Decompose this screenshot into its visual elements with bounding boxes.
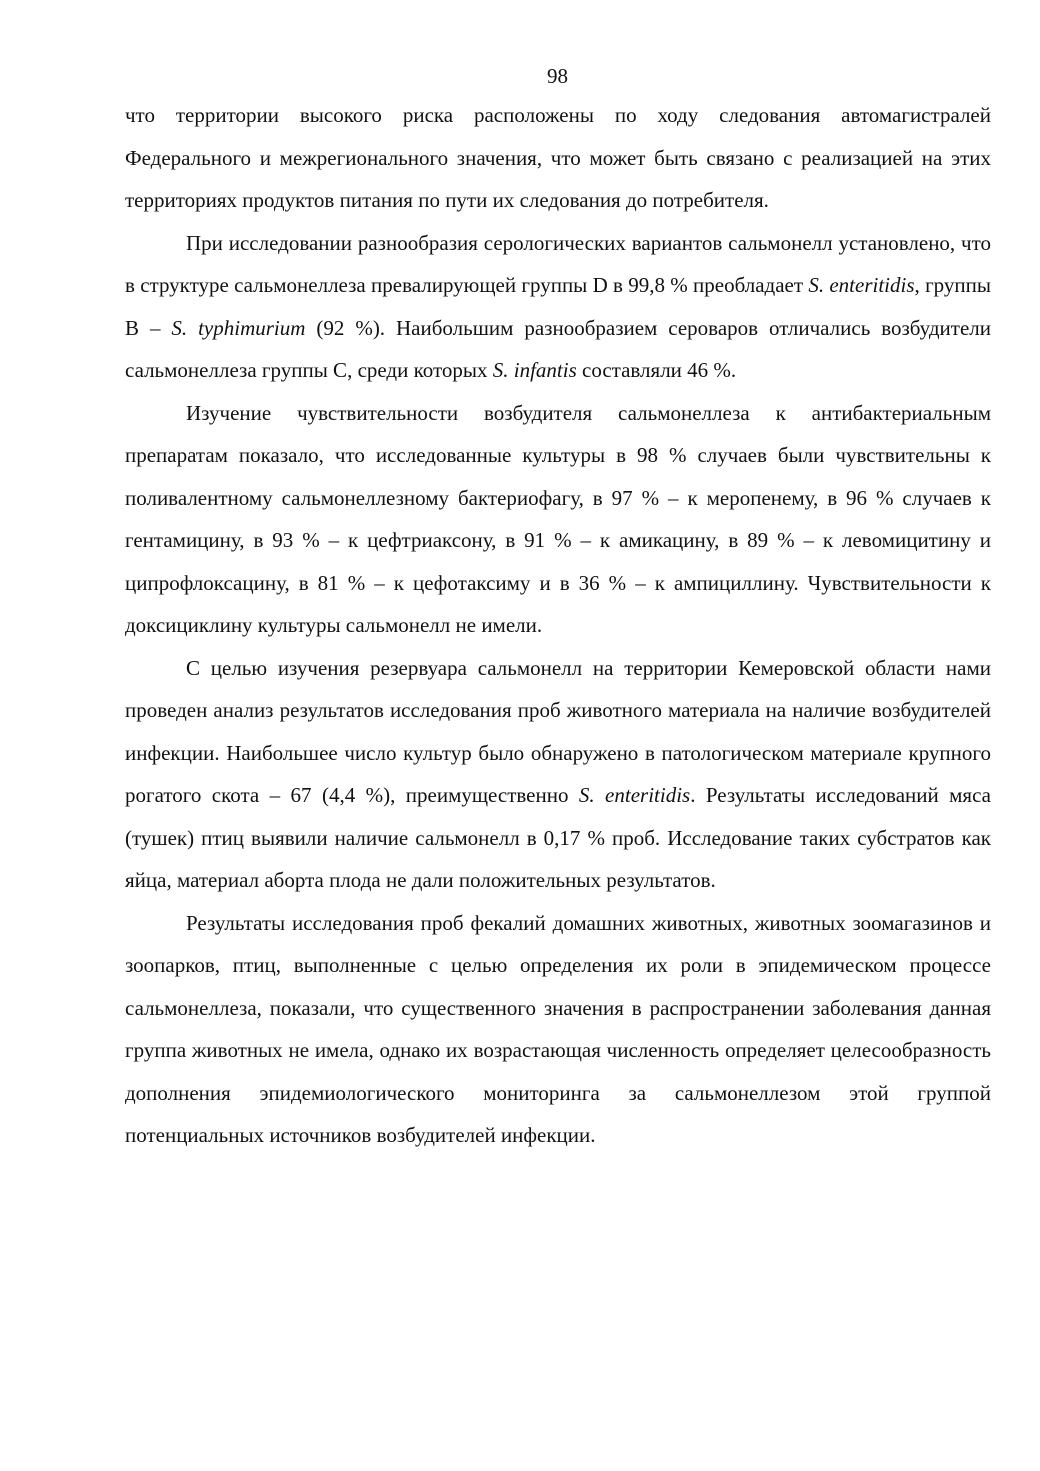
paragraph-text: что территории высокого риска расположены по ходу следования автомагистралей Федерального и межрегионального значения, что может быть связано с реализацией на этих территориях продуктов питания по пути их следования до потребителя.	[125, 103, 991, 212]
paragraph-1	[125, 94, 991, 222]
paragraph-3	[125, 392, 991, 647]
species-name: S. typhimurium	[171, 315, 306, 340]
paragraph-text: Изучение чувствительности возбудителя сальмонеллеза к антибактериальным препаратам показало, что исследованные культуры в 98 % случаев были чувствительны к поливалентному сальмонеллезному бактериофагу, в 97 % – к меропенему, в 96 % случаев к гентамицину, в 93 % – к цефтриаксону, в 91 % – к амикацину, в 89 % – к левомицитину и ципрофлоксацину, в 81 % – к цефотаксиму и в 36 % – к ампициллину. Чувствительности к доксициклину культуры сальмонелл не имели.	[125, 400, 991, 637]
species-name: S. infantis	[492, 358, 577, 382]
paragraph-2	[125, 222, 991, 392]
species-name: S. enteritidis	[808, 273, 915, 297]
paragraph-text: При исследовании разнообразия серологических вариантов сальмонелл установлено, что в структуре сальмонеллеза превалирующей группы D в 99,8 % преобладает	[125, 230, 991, 297]
paragraph-text: , группы В –	[125, 273, 991, 340]
paragraph-4	[125, 647, 991, 902]
paragraph-5	[125, 902, 991, 1157]
paragraph-text: составляли 46 %.	[576, 358, 737, 382]
paragraph-text: (92 %). Наибольшим разнообразием сероваров отличались возбудители сальмонеллеза группы С, среди которых	[125, 315, 991, 382]
paragraph-text: С целью изучения резервуара сальмонелл на территории Кемеровской области нами проведен анализ результатов исследования проб животного материала на наличие возбудителей инфекции. Наибольшее число культур было обнаружено в патологическом материале крупного рогатого скота – 67 (4,4 %), преимущественно	[125, 655, 991, 807]
page-number: 98	[547, 64, 568, 88]
paragraph-text: . Результаты исследований мяса (тушек) птиц выявили наличие сальмонелл в 0,17 % проб. Исследование таких субстратов как яйца, материал аборта плода не дали положительных результатов.	[125, 783, 991, 892]
paragraph-text: Результаты исследования проб фекалий домашних животных, животных зоомагазинов и зоопарков, птиц, выполненные с целью определения их роли в эпидемическом процессе сальмонеллеза, показали, что существенного значения в распространении заболевания данная группа животных не имела, однако их возрастающая численность определяет целесообразность дополнения эпидемиологического мониторинга за сальмонеллезом этой группой потенциальных источников возбудителей инфекции.	[125, 910, 991, 1147]
species-name: S. enteritidis	[578, 783, 691, 807]
document-body	[125, 94, 991, 1157]
